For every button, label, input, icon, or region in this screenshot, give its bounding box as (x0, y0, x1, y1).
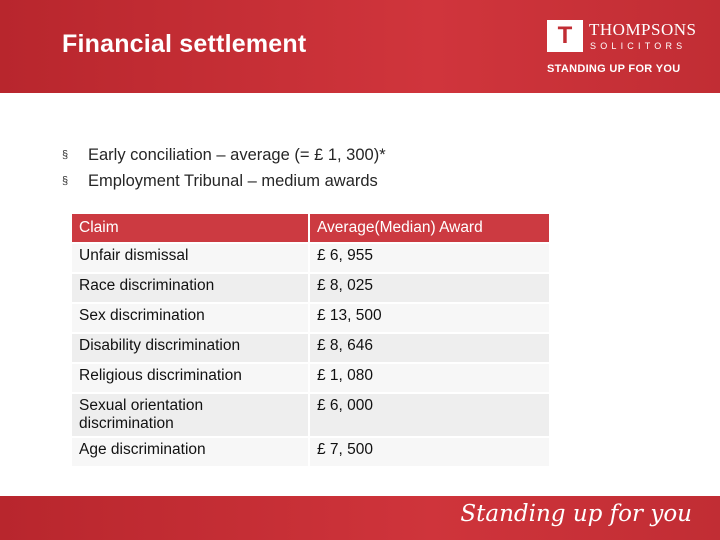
claim-cell: Religious discrimination (72, 364, 308, 392)
claim-cell: Disability discrimination (72, 334, 308, 362)
bullet-item (62, 142, 386, 168)
awards-table (70, 212, 551, 468)
award-cell: £ 8, 646 (310, 334, 549, 362)
logo-name: THOMPSONS (589, 20, 697, 39)
logo-tagline: STANDING UP FOR YOU (547, 63, 681, 75)
table-row (72, 304, 549, 332)
logo-mark-letter: T (557, 22, 573, 49)
claim-cell: Age discrimination (72, 438, 308, 466)
footer-banner (0, 496, 720, 540)
claim-cell: Unfair dismissal (72, 244, 308, 272)
award-cell: £ 8, 025 (310, 274, 549, 302)
claim-cell: Sex discrimination (72, 304, 308, 332)
table-row (72, 244, 549, 272)
header-banner (0, 0, 720, 93)
slide-title: Financial settlement (62, 30, 307, 58)
table-row (72, 334, 549, 362)
bullet-item (62, 168, 386, 194)
table-row (72, 364, 549, 392)
award-cell: £ 13, 500 (310, 304, 549, 332)
header-award: Average(Median) Award (310, 214, 549, 242)
table-header-row (72, 214, 549, 242)
claim-cell: Sexual orientation discrimination (72, 394, 308, 436)
bullet-marker: § (62, 149, 69, 161)
bullet-text: Employment Tribunal – medium awards (88, 172, 378, 190)
table-row (72, 394, 549, 436)
table-row (72, 274, 549, 302)
award-cell: £ 6, 955 (310, 244, 549, 272)
table-row (72, 438, 549, 466)
bullet-list (62, 142, 386, 194)
claim-cell: Race discrimination (72, 274, 308, 302)
logo-mark (547, 20, 583, 52)
logo-subtitle: SOLICITORS (590, 41, 687, 51)
award-cell: £ 7, 500 (310, 438, 549, 466)
bullet-marker: § (62, 175, 69, 187)
footer-tagline: Standing up for you (460, 501, 692, 527)
header-claim: Claim (72, 214, 308, 242)
award-cell: £ 6, 000 (310, 394, 549, 436)
bullet-text: Early conciliation – average (= £ 1, 300)* (88, 146, 386, 164)
award-cell: £ 1, 080 (310, 364, 549, 392)
